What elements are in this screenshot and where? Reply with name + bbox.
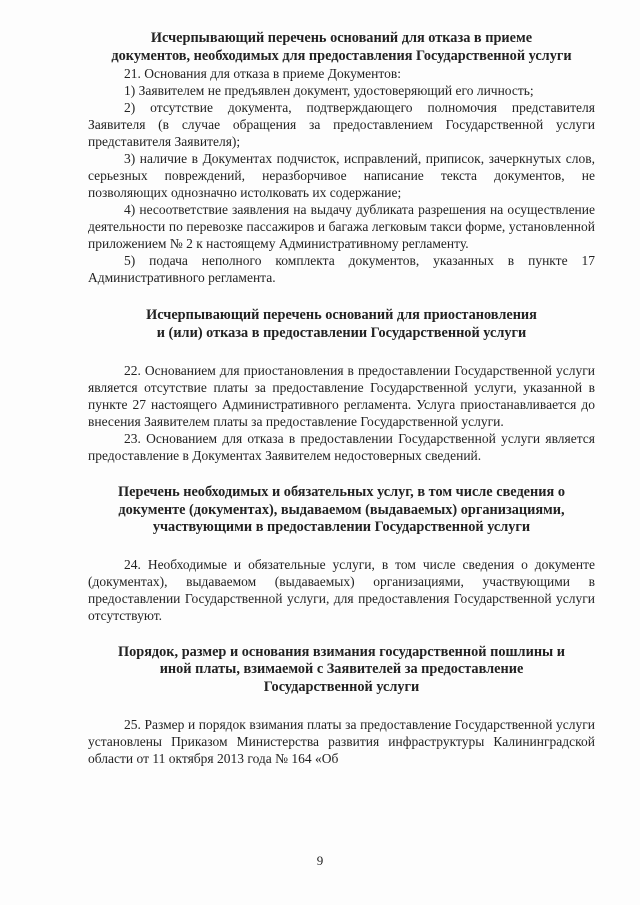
paragraph-23: 23. Основанием для отказа в предоставлении Государственной услуги является предоставление в Документах Заявителем недостоверных сведений. — [88, 431, 595, 463]
section-heading-refusal-reception: Исчерпывающий перечень оснований для отказа в приеме документов, необходимых для предоставления Государственной услуги — [111, 30, 572, 64]
paragraph-21-item-5: 5) подача неполного комплекта документов, указанных в пункте 17 Административного регламента. — [88, 253, 595, 285]
section-heading-suspension-refusal: Исчерпывающий перечень оснований для приостановления и (или) отказа в предоставлении Государственной услуги — [146, 307, 537, 341]
paragraph-21-item-3: 3) наличие в Документах подчисток, исправлений, приписок, зачеркнутых слов, серьезных повреждений, неразборчивое написание текста документов, не позволяющих однозначно истолковать их содержание; — [88, 151, 595, 200]
paragraph-21: 21. Основания для отказа в приеме Документов: — [124, 66, 402, 81]
paragraph-22: 22. Основанием для приостановления в предоставлении Государственной услуги является отсутствие платы за предоставление Государственной услуги, указанной в пункте 27 настоящего Административного регламента. Услуга приостанавливается до внесения Заявителем платы за предоставление Государственной услуги. — [88, 363, 595, 429]
section-heading-required-services: Перечень необходимых и обязательных услуг, в том числе сведения о документе (документах), выдаваемом (выдаваемых) организациями, участвующими в предоставлении Государственной услуги — [118, 484, 565, 535]
paragraph-21-item-2: 2) отсутствие документа, подтверждающего полномочия представителя Заявителя (в случае обращения за предоставлением Государственной услуги представителя Заявителя); — [88, 100, 595, 149]
paragraph-21-item-4: 4) несоответствие заявления на выдачу дубликата разрешения на осуществление деятельности по перевозке пассажиров и багажа легковым такси форме, установленной приложением № 2 к настоящему Административному регламенту. — [88, 202, 595, 251]
paragraph-25: 25. Размер и порядок взимания платы за предоставление Государственной услуги установлены Приказом Министерства развития инфраструктуры Калининградской области от 11 октября 2013 года № 164 «Об — [88, 717, 595, 766]
paragraph-21-item-1: 1) Заявителем не предъявлен документ, удостоверяющий его личность; — [124, 83, 534, 98]
page-content — [88, 30, 595, 767]
page-number: 9 — [316, 853, 324, 868]
paragraph-24: 24. Необходимые и обязательные услуги, в том числе сведения о документе (документах), выдаваемом (выдаваемых) организациями, участвующими в предоставлении Государственной услуги, для предоставления Государственной услуги отсутствуют. — [88, 556, 595, 623]
section-heading-fees: Порядок, размер и основания взимания государственной пошлины и иной платы, взимаемой с Заявителей за предоставление Государственной услуги — [117, 643, 566, 695]
